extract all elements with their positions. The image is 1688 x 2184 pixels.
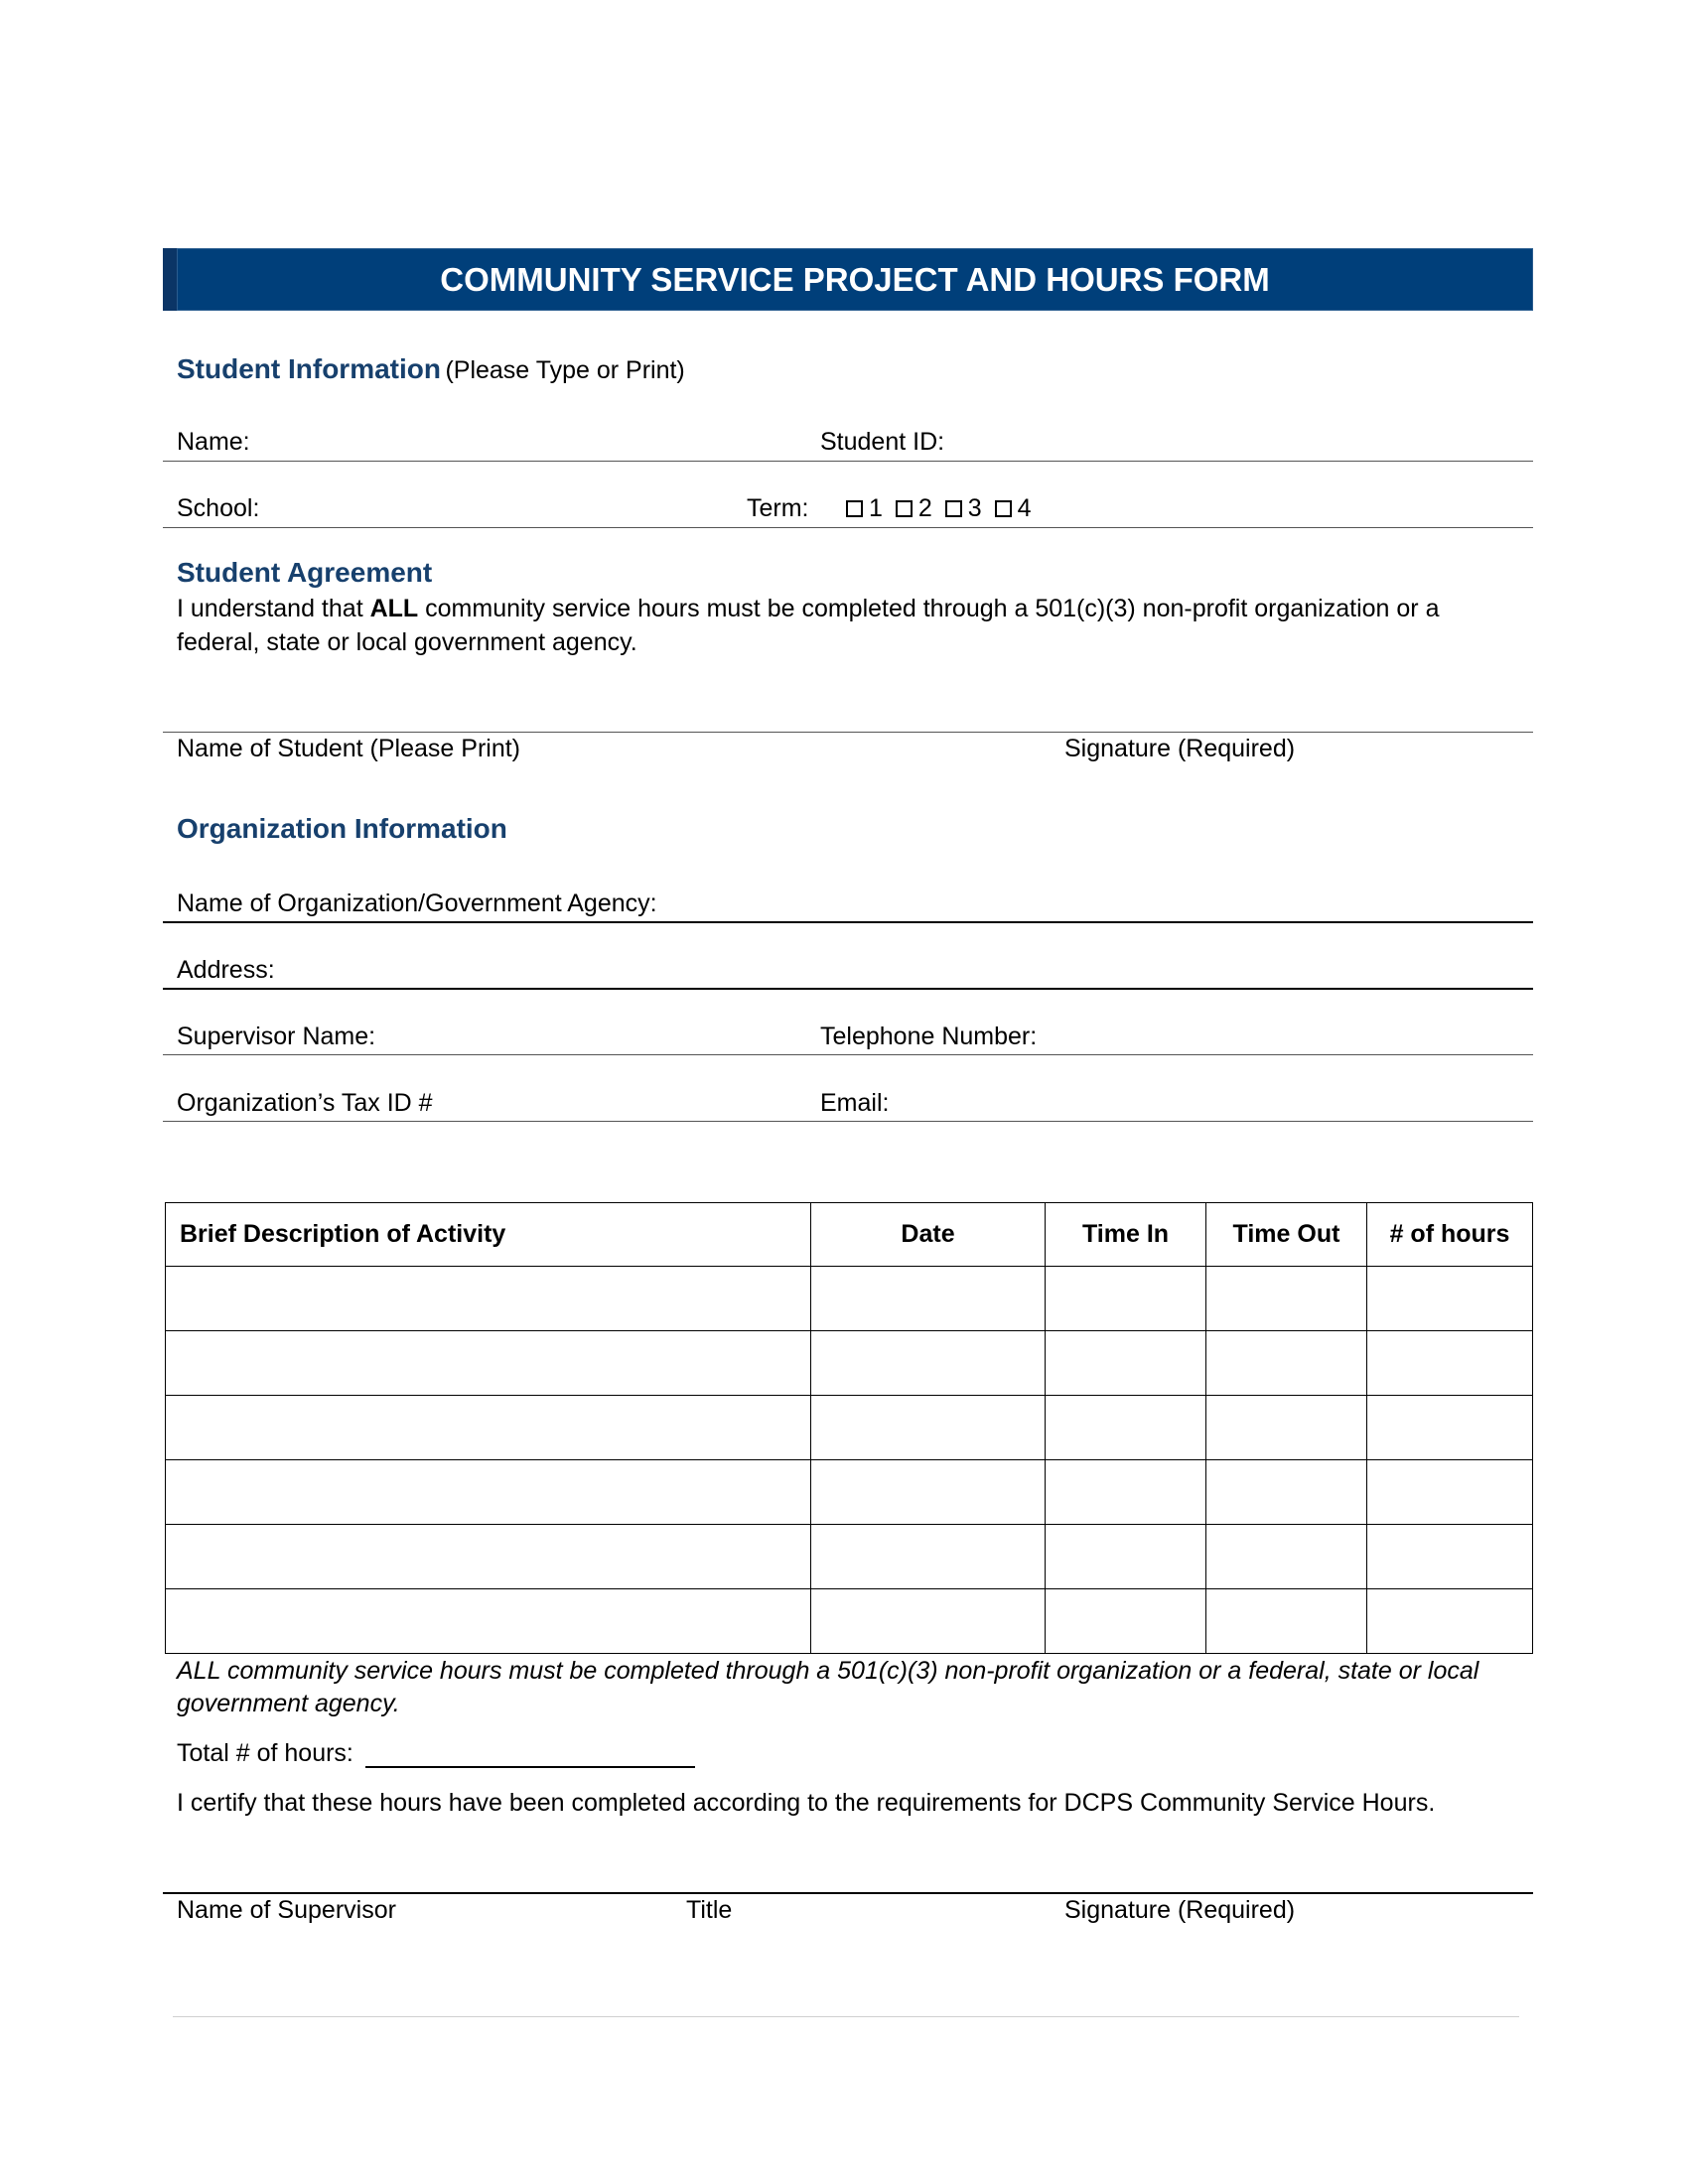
term-option-1[interactable]: 1	[846, 493, 883, 523]
time-in-cell[interactable]	[1046, 1460, 1206, 1525]
term-options	[846, 493, 1037, 523]
time-in-cell[interactable]	[1046, 1396, 1206, 1460]
hours-cell[interactable]	[1367, 1589, 1533, 1654]
checkbox[interactable]	[846, 500, 863, 517]
hours-cell[interactable]	[1367, 1396, 1533, 1460]
table-row	[166, 1331, 1533, 1396]
description-cell[interactable]	[166, 1331, 811, 1396]
row-divider	[163, 988, 1533, 990]
term-option-2[interactable]: 2	[896, 493, 932, 523]
table-row	[166, 1460, 1533, 1525]
student-signature-field[interactable]	[163, 685, 1533, 730]
table-row	[166, 1525, 1533, 1589]
date-cell[interactable]	[811, 1331, 1046, 1396]
table-row	[166, 1396, 1533, 1460]
address-field[interactable]	[288, 950, 1529, 988]
tax-id-label: Organization’s Tax ID #	[177, 1089, 433, 1117]
date-cell[interactable]	[811, 1589, 1046, 1654]
supervisor-name-print-label: Name of Supervisor	[177, 1896, 396, 1924]
time-in-cell[interactable]	[1046, 1331, 1206, 1396]
school-field[interactable]	[298, 488, 725, 526]
student-info-heading: Student Information	[177, 353, 441, 384]
term-label: Term:	[747, 494, 809, 522]
agreement-text-line1: I understand that ALL community service hours must be completed through a 501(c)(3) non-profit organization or a	[177, 595, 1440, 622]
row-divider	[163, 1121, 1533, 1122]
description-cell[interactable]	[166, 1589, 811, 1654]
supervisor-name-label: Supervisor Name:	[177, 1023, 376, 1050]
hours-cell[interactable]	[1367, 1525, 1533, 1589]
address-label: Address:	[177, 956, 275, 984]
row-divider	[163, 461, 1533, 462]
supervisor-signature-field[interactable]	[163, 1846, 1533, 1891]
time-out-cell[interactable]	[1206, 1267, 1367, 1331]
row-divider	[163, 527, 1533, 528]
checkbox[interactable]	[945, 500, 962, 517]
time-out-cell[interactable]	[1206, 1525, 1367, 1589]
description-cell[interactable]	[166, 1267, 811, 1331]
checkbox[interactable]	[896, 500, 913, 517]
telephone-label: Telephone Number:	[820, 1023, 1038, 1050]
row-divider	[163, 921, 1533, 923]
student-signature-label: Signature (Required)	[1064, 735, 1296, 762]
org-name-field[interactable]	[675, 884, 1529, 921]
checkbox[interactable]	[995, 500, 1012, 517]
term-option-3[interactable]: 3	[945, 493, 982, 523]
student-info-section	[177, 352, 685, 386]
student-id-field[interactable]	[953, 422, 1529, 460]
table-row	[166, 1267, 1533, 1331]
form-title: COMMUNITY SERVICE PROJECT AND HOURS FORM	[440, 261, 1270, 298]
date-cell[interactable]	[811, 1396, 1046, 1460]
column-header-description: Brief Description of Activity	[166, 1203, 811, 1267]
student-id-label: Student ID:	[820, 428, 945, 456]
term-option-4[interactable]: 4	[995, 493, 1032, 523]
footer-note-line2: government agency.	[177, 1690, 400, 1717]
row-divider	[163, 1054, 1533, 1055]
date-cell[interactable]	[811, 1460, 1046, 1525]
activity-table	[165, 1202, 1533, 1654]
org-name-label: Name of Organization/Government Agency:	[177, 889, 657, 917]
name-label: Name:	[177, 428, 250, 456]
date-cell[interactable]	[811, 1525, 1046, 1589]
time-out-cell[interactable]	[1206, 1396, 1367, 1460]
certify-text: I certify that these hours have been completed according to the requirements for DCPS Community Service Hours.	[177, 1789, 1436, 1817]
description-cell[interactable]	[166, 1460, 811, 1525]
telephone-field[interactable]	[1062, 1017, 1529, 1054]
form-title-bar	[163, 248, 1533, 311]
supervisor-title-label: Title	[686, 1896, 733, 1924]
school-label: School:	[177, 494, 260, 522]
time-in-cell[interactable]	[1046, 1589, 1206, 1654]
hours-cell[interactable]	[1367, 1460, 1533, 1525]
email-field[interactable]	[904, 1083, 1529, 1121]
agreement-heading: Student Agreement	[177, 557, 433, 588]
page-footer-divider	[173, 2016, 1519, 2017]
tax-id-field[interactable]	[447, 1083, 804, 1121]
total-hours-label: Total # of hours:	[177, 1739, 353, 1767]
time-out-cell[interactable]	[1206, 1589, 1367, 1654]
time-out-cell[interactable]	[1206, 1460, 1367, 1525]
signature-line	[163, 1892, 1533, 1894]
column-header-time-in: Time In	[1046, 1203, 1206, 1267]
date-cell[interactable]	[811, 1267, 1046, 1331]
total-hours-field[interactable]	[365, 1733, 695, 1768]
table-row	[166, 1589, 1533, 1654]
table-header-row	[166, 1203, 1533, 1267]
description-cell[interactable]	[166, 1396, 811, 1460]
time-in-cell[interactable]	[1046, 1525, 1206, 1589]
column-header-time-out: Time Out	[1206, 1203, 1367, 1267]
name-field[interactable]	[298, 422, 804, 460]
student-info-note: (Please Type or Print)	[445, 356, 685, 384]
student-name-print-label: Name of Student (Please Print)	[177, 735, 520, 762]
supervisor-signature-label: Signature (Required)	[1064, 1896, 1296, 1924]
time-out-cell[interactable]	[1206, 1331, 1367, 1396]
column-header-hours: # of hours	[1367, 1203, 1533, 1267]
signature-line	[163, 732, 1533, 733]
description-cell[interactable]	[166, 1525, 811, 1589]
supervisor-name-field[interactable]	[387, 1017, 804, 1054]
organization-heading: Organization Information	[177, 813, 507, 844]
agreement-text-line2: federal, state or local government agency.	[177, 628, 637, 656]
hours-cell[interactable]	[1367, 1267, 1533, 1331]
time-in-cell[interactable]	[1046, 1267, 1206, 1331]
email-label: Email:	[820, 1089, 890, 1117]
hours-cell[interactable]	[1367, 1331, 1533, 1396]
column-header-date: Date	[811, 1203, 1046, 1267]
footer-note-line1: ALL community service hours must be completed through a 501(c)(3) non-profit organization or a federal, state or local	[177, 1657, 1479, 1685]
